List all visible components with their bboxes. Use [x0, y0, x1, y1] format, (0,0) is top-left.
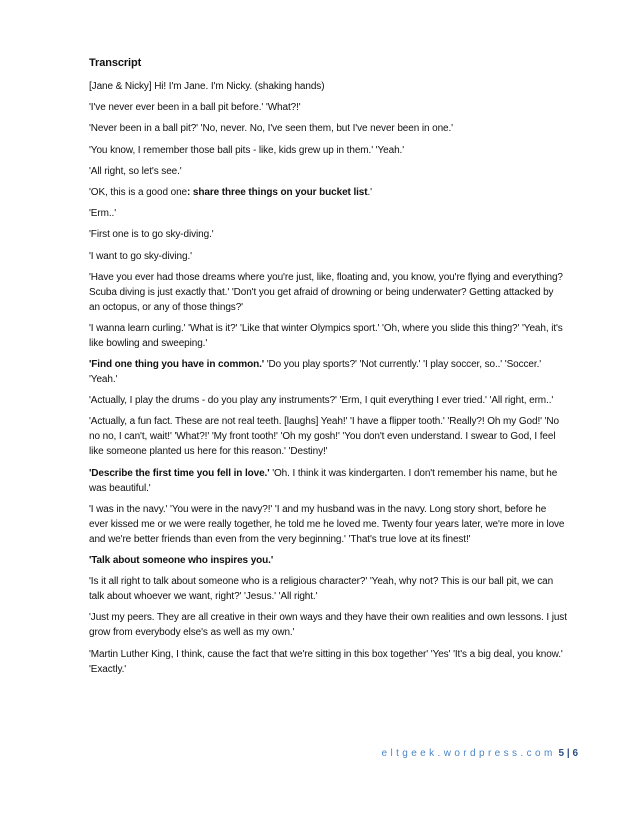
transcript-paragraph — [89, 164, 567, 179]
transcript-paragraph — [89, 357, 567, 387]
paragraph-text: 'I've never ever been in a ball pit before.' 'What?!' — [89, 102, 301, 114]
paragraph-text: 'Have you ever had those dreams where you're just, like, floating and, you know, you're flying and everything? Scuba diving is just exactly that.' 'Don't you get afraid of drowning or being underwater? Getting attacked by an octopus, or any of those things?' — [89, 271, 563, 313]
transcript-paragraph — [89, 610, 567, 640]
paragraph-text: 'All right, so let's see.' — [89, 165, 182, 177]
transcript-paragraph — [89, 249, 567, 264]
transcript-paragraph — [89, 100, 567, 115]
transcript-paragraph — [89, 553, 567, 568]
paragraph-text: 'Actually, a fun fact. These are not real teeth. [laughs] Yeah!' 'I have a flipper tooth.' 'Really?! Oh my God!' 'No no no, I can't, wait!' 'What?!' 'My front tooth!' 'Oh my gosh!' 'You don't even understand. I swear to God, I feel like someone planted us here for this reason.' 'Destiny!' — [89, 416, 560, 458]
paragraph-text: 'Never been in a ball pit?' 'No, never. No, I've seen them, but I've never been in one.' — [89, 123, 453, 135]
footer-site-link[interactable]: eltgeek.wordpress.com — [381, 748, 556, 759]
transcript-paragraph — [89, 79, 567, 94]
bold-prompt-text: 'Talk about someone who inspires you.' — [89, 555, 274, 566]
transcript-paragraph — [89, 502, 567, 547]
bold-prompt-text: 'Find one thing you have in common.' — [89, 359, 265, 371]
paragraph-text: 'Erm..' — [89, 208, 117, 220]
transcript-paragraph — [89, 393, 567, 408]
paragraph-text: 'Just my peers. They are all creative in their own ways and they have their own realities and own lessons. I just grow from everybody else's as well as my own.' — [89, 612, 567, 639]
paragraph-text: 'I want to go sky-diving.' — [89, 250, 192, 262]
paragraph-text: 'I was in the navy.' 'You were in the navy?!' 'I and my husband was in the navy. Long story short, before he ever kissed me or we were really together, he told me he loved me. Twenty four years later, we're more in love and we're better friends than even from the very beginning.' 'That's true love at its finest!' — [89, 503, 565, 545]
paragraph-text: 'I wanna learn curling.' 'What is it?' 'Like that winter Olympics sport.' 'Oh, where you slide this thing?' 'Yeah, it's like bowling and sweeping.' — [89, 322, 563, 349]
footer-page-number: 5 — [558, 748, 565, 759]
transcript-paragraph — [89, 466, 567, 496]
paragraph-text: 'Oh. I think it was kindergarten. I don't remember his name, but he was beautiful.' — [89, 467, 558, 494]
transcript-paragraph — [89, 121, 567, 136]
bold-prompt-text: : share three things on your bucket list — [187, 186, 368, 198]
footer-separator: | — [566, 748, 570, 759]
bold-prompt-text: 'Describe the first time you fell in love.' — [89, 467, 270, 479]
transcript-body — [89, 56, 567, 683]
transcript-paragraph — [89, 206, 567, 221]
paragraph-text: .' — [367, 186, 372, 198]
paragraph-text: 'Is it all right to talk about someone who is a religious character?' 'Yeah, why not? This is our ball pit, we can talk about whoever we want, right?' 'Jesus.' 'All right.' — [89, 576, 554, 603]
paragraph-text: 'Do you play sports?' 'Not currently.' 'I play soccer, so..' 'Soccer.' 'Yeah.' — [89, 359, 542, 386]
paragraph-text: 'Martin Luther King, I think, cause the fact that we're sitting in this box together' 'Yes' 'It's a big deal, you know.' 'Exactly.' — [89, 648, 563, 675]
transcript-paragraph — [89, 414, 567, 459]
paragraph-text: 'OK, this is a good one — [89, 186, 188, 198]
transcript-paragraph — [89, 647, 567, 677]
paragraph-text: 'Actually, I play the drums - do you play any instruments?' 'Erm, I quit everything I ever tried.' 'All right, erm..' — [89, 395, 554, 407]
transcript-paragraph — [89, 270, 567, 315]
transcript-paragraph — [89, 185, 567, 200]
transcript-paragraph — [89, 574, 567, 604]
transcript-paragraph — [89, 227, 567, 242]
transcript-paragraph — [89, 143, 567, 158]
paragraph-text: [Jane & Nicky] Hi! I'm Jane. I'm Nicky. (shaking hands) — [89, 81, 325, 92]
transcript-title: Transcript — [89, 57, 142, 69]
page-footer — [0, 748, 578, 759]
paragraph-text: 'You know, I remember those ball pits - like, kids grew up in them.' 'Yeah.' — [89, 144, 405, 156]
paragraph-text: 'First one is to go sky-diving.' — [89, 229, 214, 241]
footer-total-pages: 6 — [572, 748, 578, 759]
transcript-paragraph — [89, 321, 567, 351]
